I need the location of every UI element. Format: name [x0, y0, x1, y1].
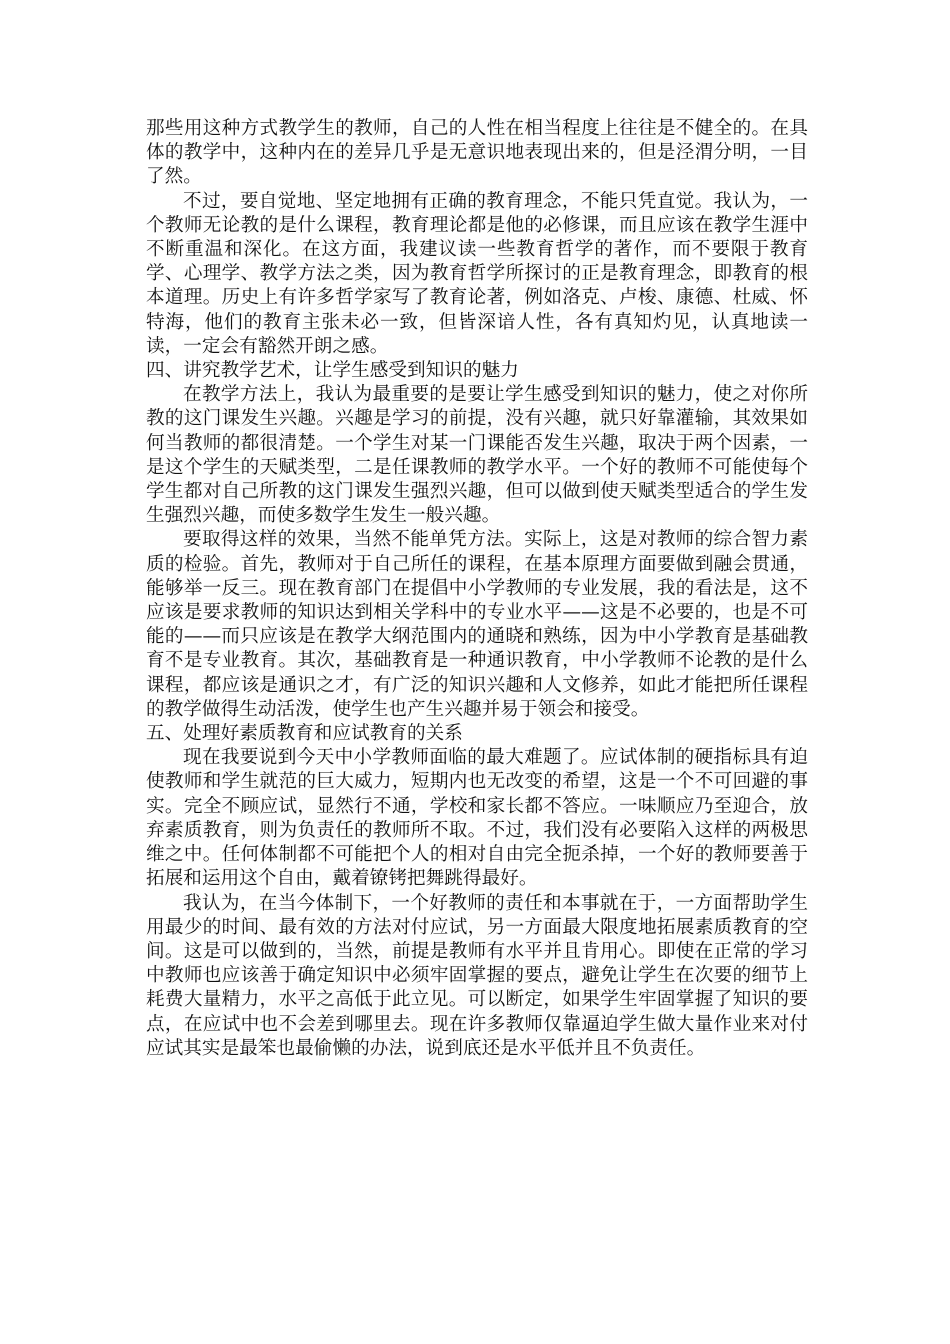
section-heading-four: 四、讲究教学艺术，让学生感受到知识的魅力	[146, 360, 519, 382]
paragraph-teaching-interest: 在教学方法上，我认为最重要的是要让学生感受到知识的魅力，使之对你所教的这门课发生兴趣。兴趣是学习的前提，没有兴趣，就只好靠灌输，其效果如何当教师的都很清楚。一个学生对某一门课能否发生兴趣，取决于两个因素，一是这个学生的天赋类型，二是任课教师的教学水平。一个好的教师不可能使每个学生都对自己所教的这门课发生强烈兴趣，但可以做到使天赋类型适合的学生发生强烈兴趣，而使多数学生发生一般兴趣。	[146, 384, 808, 527]
paragraph-exam-system: 现在我要说到今天中小学教师面临的最大难题了。应试体制的硬指标具有迫使教师和学生就范的巨大威力，短期内也无改变的希望，这是一个不可回避的事实。完全不顾应试，显然行不通，学校和家长都不答应。一味顺应乃至迎合，放弃素质教育，则为负责任的教师所不取。不过，我们没有必要陷入这样的两极思维之中。任何体制都不可能把个人的相对自由完全扼杀掉，一个好的教师要善于拓展和运用这个自由，戴着镣铐把舞跳得最好。	[146, 747, 808, 890]
paragraph-teacher-quality: 要取得这样的效果，当然不能单凭方法。实际上，这是对教师的综合智力素质的检验。首先，教师对于自己所任的课程，在基本原理方面要做到融会贯通，能够举一反三。现在教育部门在提倡中小学教师的专业发展，我的看法是，这不应该是要求教师的知识达到相关学科中的专业水平——这是不必要的，也是不可能的——而只应该是在教学大纲范围内的通晓和熟练，因为中小学教育是基础教育不是专业教育。其次，基础教育是一种通识教育，中小学教师不论教的是什么课程，都应该是通识之才，有广泛的知识兴趣和人文修养，如此才能把所任课程的教学做得生动活泼，使学生也产生兴趣并易于领会和接受。	[146, 529, 808, 720]
paragraph-education-philosophy: 不过，要自觉地、坚定地拥有正确的教育理念，不能只凭直觉。我认为，一个教师无论教的是什么课程，教育理论都是他的必修课，而且应该在教学生涯中不断重温和深化。在这方面，我建议读一些教育哲学的著作，而不要限于教育学、心理学、教学方法之类，因为教育哲学所探讨的正是教育理念，即教育的根本道理。历史上有许多哲学家写了教育论著，例如洛克、卢梭、康德、杜威、怀特海，他们的教育主张未必一致，但皆深谙人性，各有真知灼见，认真地读一读，一定会有豁然开朗之感。	[146, 190, 808, 357]
paragraph-continuation: 那些用这种方式教学生的教师，自己的人性在相当程度上往往是不健全的。在具体的教学中，这种内在的差异几乎是无意识地表现出来的，但是泾渭分明，一目了然。	[146, 118, 808, 188]
document-body	[146, 117, 808, 1061]
section-heading-five: 五、处理好素质教育和应试教育的关系	[146, 723, 463, 745]
paragraph-teacher-responsibility: 我认为，在当今体制下，一个好教师的责任和本事就在于，一方面帮助学生用最少的时间、最有效的方法对付应试，另一方面最大限度地拓展素质教育的空间。这是可以做到的，当然，前提是教师有水平并且肯用心。即使在正常的学习中教师也应该善于确定知识中必须牢固掌握的要点，避免让学生在次要的细节上耗费大量精力，水平之高低于此立见。可以断定，如果学生牢固掌握了知识的要点，在应试中也不会差到哪里去。现在许多教师仅靠逼迫学生做大量作业来对付应试其实是最笨也最偷懒的办法，说到底还是水平低并且不负责任。	[146, 892, 808, 1059]
